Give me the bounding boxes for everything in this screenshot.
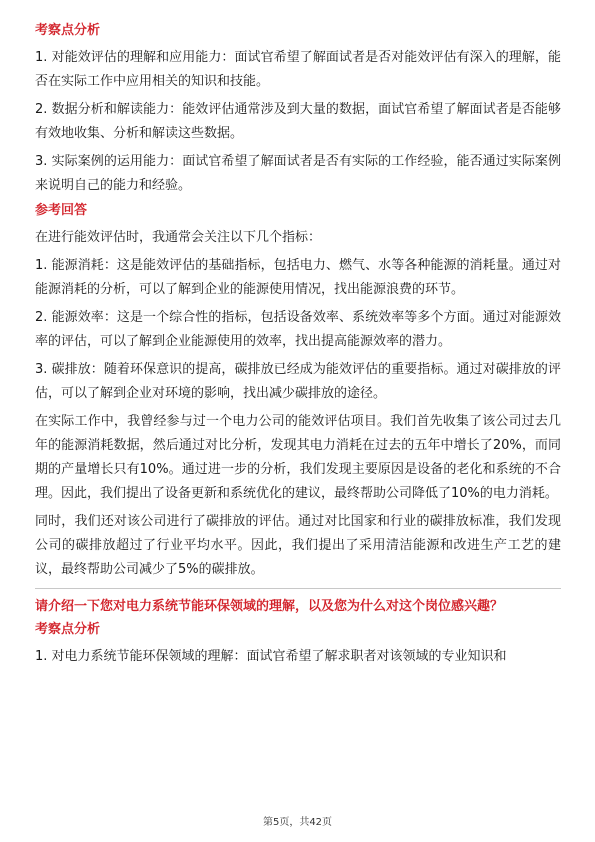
- section-heading-analysis: 考察点分析: [35, 23, 101, 38]
- answer-item-3: 3. 碳排放：随着环保意识的提高，碳排放已经成为能效评估的重要指标。通过对碳排放的评估，可以了解到企业对环境的影响，找出减少碳排放的途径。: [35, 362, 561, 401]
- answer-intro: 在进行能效评估时，我通常会关注以下几个指标：: [35, 230, 322, 245]
- page-footer: 第5页，共42页: [262, 817, 333, 828]
- analysis-item-2: 2. 数据分析和解读能力：能效评估通常涉及到大量的数据，面试官希望了解面试者是否能够有效地收集、分析和解读这些数据。: [35, 102, 561, 141]
- document-page: [35, 22, 561, 673]
- section-heading-analysis-2: 考察点分析: [35, 622, 101, 637]
- analysis-item-3: 3. 实际案例的运用能力：面试官希望了解面试者是否有实际的工作经验，能否通过实际案例来说明自己的能力和经验。: [35, 154, 561, 193]
- answer-item-1: 1. 能源消耗：这是能效评估的基础指标，包括电力、燃气、水等各种能源的消耗量。通过对能源消耗的分析，可以了解到企业的能源使用情况，找出能源浪费的环节。: [35, 258, 561, 297]
- answer-carbon-paragraph: 同时，我们还对该公司进行了碳排放的评估。通过对比国家和行业的碳排放标准，我们发现公司的碳排放超过了行业平均水平。因此，我们提出了采用清洁能源和改进生产工艺的建议，最终帮助公司减少了5%的碳排放。: [35, 514, 561, 577]
- answer-item-2: 2. 能源效率：这是一个综合性的指标，包括设备效率、系统效率等多个方面。通过对能源效率的评估，可以了解到企业能源使用的效率，找出提高能源效率的潜力。: [35, 310, 561, 349]
- interview-question: 请介绍一下您对电力系统节能环保领域的理解，以及您为什么对这个岗位感兴趣？: [35, 599, 504, 614]
- answer-case-paragraph: 在实际工作中，我曾经参与过一个电力公司的能效评估项目。我们首先收集了该公司过去几年的能源消耗数据，然后通过对比分析，发现其电力消耗在过去的五年中增长了20%，而同期的产量增长只有10%。通过进一步的分析，我们发现主要原因是设备的老化和系统的不合理。因此，我们提出了设备更新和系统优化的建议，最终帮助公司降低了10%的电力消耗。: [35, 414, 561, 501]
- section-divider: [35, 588, 561, 589]
- section-heading-answer: 参考回答: [35, 203, 88, 218]
- analysis2-item-1: 1. 对电力系统节能环保领域的理解：面试官希望了解求职者对该领域的专业知识和: [35, 649, 507, 664]
- analysis-item-1: 1. 对能效评估的理解和应用能力：面试官希望了解面试者是否对能效评估有深入的理解，能否在实际工作中应用相关的知识和技能。: [35, 50, 561, 89]
